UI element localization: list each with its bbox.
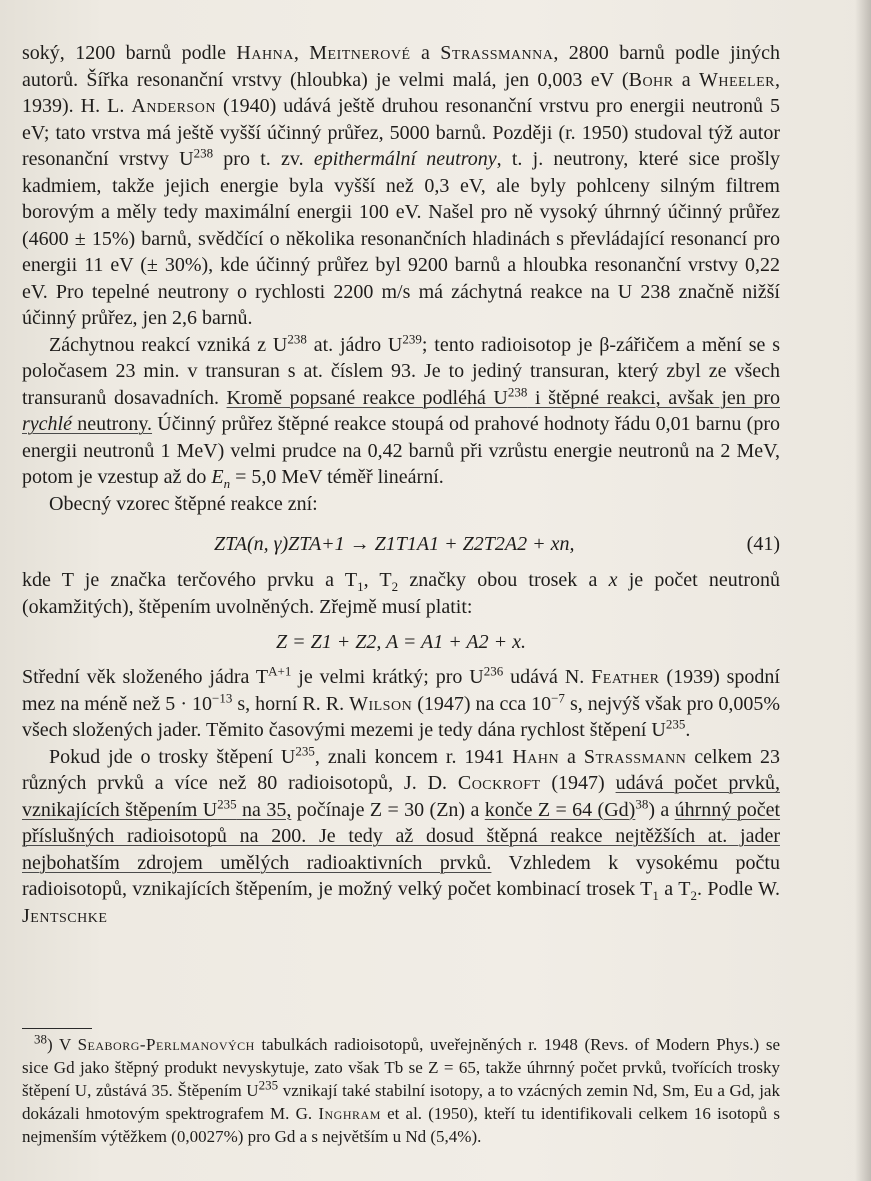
paragraph-4: kde T je značka terčového prvku a $T_1$, $T_2$ značky obou trosek a x je počet neutronů (okamžitých), štěpením uvolněných. Zřejmě musí platit: (22, 569, 781, 618)
footnote-rule (22, 1028, 92, 1029)
underline-element-count: udává počet prvků, vznikajících štěpením $U^{235}$ na 35, (22, 772, 780, 821)
paragraph-6: Pokud jde o trosky štěpení $U^{235}$, znali koncem r. 1941 Hahn a Strassmann celkem 23 různých prvků a více než 80 radioisotopů, J. D. Cockroft (1947) udává počet prvků, vznikajících štěpením $U^{235}$ na 35, počínaje Z = 30 (Zn) a konče Z = 64 $(Gd)^{38}$) a úhrnný počet příslušných radioisotopů na 200. Je tedy až dosud štěpná reakce nejtěžších at. jader nejbohatším zdrojem umělých radioaktivních prvků. Vzhledem k vysokému počtu radioisotopů, vznikajících štěpením, je možný velký počet kombinací trosek $T_1$ a $T_2$. Podle W. Jentschke (22, 742, 781, 927)
underline-fission-note: Kromě popsané reakce podléhá $U^{238}$ i štěpné reakci, avšak jen pro rychlé neutrony. (22, 383, 780, 435)
underline-radioisotope-count: úhrnný počet příslušných radioisotopů na 200. Je tedy až dosud štěpná reakce nejtěžších at. jader nejbohatším zdrojem umělých radioaktivních prvků. (22, 798, 781, 874)
conservation-equation: Z = Z1 + Z2, A = A1 + A2 + x. (276, 631, 526, 653)
footnote-38 (22, 1033, 780, 1148)
formula-41-text: ZTA(n, γ)ZTA+1 → Z1T1A1 + Z2T2A2 + xn, (214, 533, 575, 555)
page-edge-shadow (855, 0, 871, 1181)
paragraph-1: soký, 1200 barnů podle Hahna, Meitnerové a Strassmanna, 2800 barnů podle jiných autorů. Šířka resonanční vrstvy (hloubka) je velmi malá, jen 0,003 eV (Bohr a Wheeler, 1939). H. L. Anderson (1940) udává ještě druhou resonanční vrstvu pro energii neutronů 5 eV; tato vrstva má ještě vyšší účinný průřez, 5000 barnů. Později (r. 1950) studoval týž autor resonanční vrstvy $U^{238}$ pro t. zv. epithermální neutrony, t. j. neutrony, které sice prošly kadmiem, takže jejich energie byla vyšší než 0,3 eV, ale byly pohlceny silným filtrem borovým a měly tedy maximální energii 100 eV. Našel pro ně vysoký úhrnný účinný průřez (4600 ± 15%) barnů, svědčící o několika resonančních hladinách s převládající resonancí pro energii 11 eV (± 30%), kde účinný průřez byl 9200 barnů a hloubka resonanční vrstvy 0,22 eV. Pro tepelné neutrony o rychlosti 2200 m/s má záchytná reakce na U 238 značně nižší účinný průřez, jen 2,6 barnů. (22, 42, 781, 329)
paragraph-3: Obecný vzorec štěpné reakce zní: (49, 492, 318, 515)
paragraph-2: Záchytnou reakcí vzniká z $U^{238}$ at. jádro $U^{239}$; tento radioisotop je β-zářičem a mění se s poločasem 23 min. v transuran s at. číslem 93. Je to jediný transuran, který zbyl ze všech transuranů dosavadních. Kromě popsané reakce podléhá $U^{238}$ i štěpné reakci, avšak jen pro rychlé neutrony. Účinný průřez štěpné reakce stoupá od prahové hodnoty řádu 0,01 barnu (pro energii neutronů 1 MeV) velmi prudce na 0,42 barnů při vzrůstu energie neutronů na 2 MeV, potom je vzestup až do $E_n = 5,0$ MeV téměř lineární. (22, 330, 781, 491)
equation-number: (41) (746, 533, 780, 555)
underline-gd: konče Z = 64 (Gd) (484, 798, 636, 821)
footnote-text: $^{38}$) V Seaborg-Perlmanových tabulkách radioisotopů, uveřejněných r. 1948 (Revs. of Modern Phys.) se sice Gd jako štěpný produkt nevyskytuje, zato však Tb se Z = 65, takže úhrnný počet prvků, tvořících trosky štěpení U, zůstává 35. Štěpením $U^{235}$ vznikají také stabilní isotopy, a to vzácných zemin Nd, Sm, Eu a Gd, jak dokázali hmotovým spektrografem M. G. Inghram et al. (1950), kteří tu identifikovali celkem 16 isotopů s nejmenším výtěžkem (0,0027%) pro Gd a s největším u Nd (5,4%). (22, 1031, 780, 1146)
body-text (22, 40, 780, 929)
footnote-ref-38: 38 (635, 795, 649, 811)
equation-41 (22, 525, 780, 565)
paragraph-5: Střední věk složeného jádra $T^{A+1}$ je velmi krátký; pro $U^{236}$ udává N. Feather (1939) spodní mez na méně než $5 \cdot 10^{-13}$ s, horní R. R. Wilson (1947) na cca $10^{-7}$ s, nejvýš však pro 0,005% všech složených jader. Těmito časovými mezemi je tedy dána rychlost štěpení $U^{235}$. (22, 663, 780, 741)
